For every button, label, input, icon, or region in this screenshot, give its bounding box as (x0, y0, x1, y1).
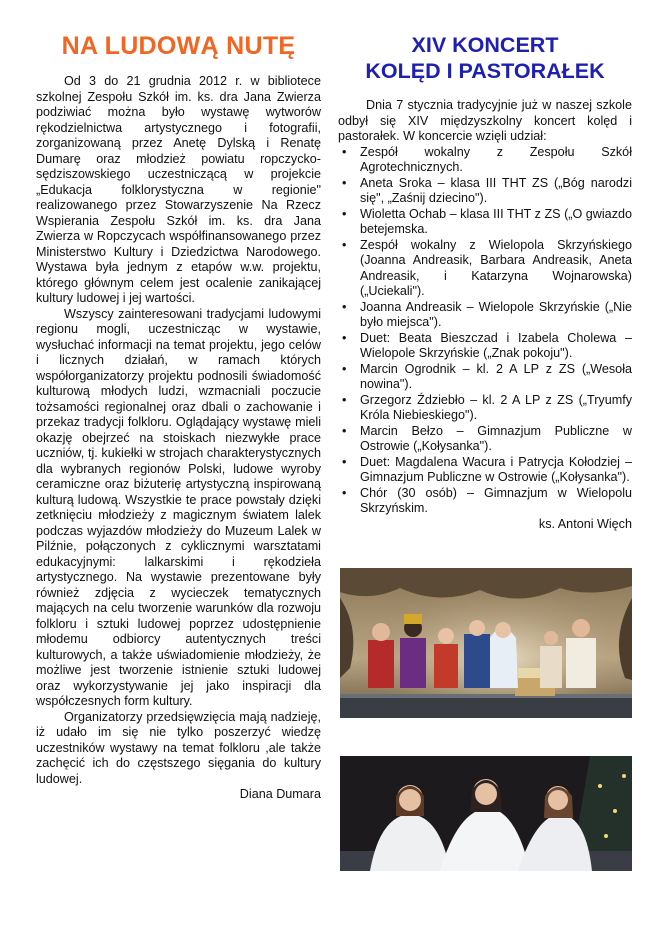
right-author: ks. Antoni Więch (538, 516, 632, 531)
list-item: • Grzegorz Ździebło – kl. 2 A LP z ZS („Tryumfy Króla Niebieskiego"). (338, 393, 632, 424)
right-title-line-1: XIV KONCERT (411, 33, 559, 57)
list-item: • Zespół wokalny z Wielopola Skrzyńskiego (Joanna Andreasik, Barbara Andreasik, Aneta Andreasik, i Katarzyna Wojnarowska) („Uciekali"). (338, 238, 632, 300)
left-author: Diana Dumara (239, 787, 321, 801)
nativity-scene-photo (340, 568, 632, 718)
right-article-title (338, 32, 632, 84)
left-article-body (36, 74, 321, 803)
list-item: • Chór (30 osób) – Gimnazjum w Wielopolu Skrzyńskim. (338, 486, 632, 517)
left-paragraph-1: Od 3 do 21 grudnia 2012 r. w bibliotece szkolnej Zespołu Szkół im. ks. dra Jana Zwierza podziwiać można było wystawę wytworów rękodzielnictwa artystycznego i fotografii, zorganizowaną przez Anetę Dylską i Renatę Dumarę oraz młodzież powiatu ropczycko-sędziszowskiego uczestniczącą w projekcie „Edukacja folklorystyczna w regionie" realizowanego przez Stowarzyszenie Na Rzecz Wspierania Zespołu Szkół im. ks. dra Jana Zwierza w Ropczycach współfinansowanego przez Ministerstwo Kultury i Dziedzictwa Narodowego. Wystawa była jednym z etapów w.w. projektu, którego głównym celem jest ocalenie zanikającej kultury ludowej i jej wartości. (36, 74, 321, 305)
list-item: • Duet: Magdalena Wacura i Patrycja Kołodziej – Gimnazjum Publiczne w Ostrowie („Kołysanka"). (338, 455, 632, 486)
list-item: • Zespół wokalny z Zespołu Szkół Agrotechnicznych. (338, 145, 632, 176)
right-column (338, 0, 632, 532)
right-article-body (338, 98, 632, 532)
list-item: • Joanna Andreasik – Wielopole Skrzyńskie („Nie było miejsca"). (338, 300, 632, 331)
left-paragraph-3: Organizatorzy przedsięwzięcia mają nadzieję, iż udało im się nie tylko poszerzyć wiedzę uczestników wystawy na temat folkloru ,ale także zachęcić ich do częstszego sięgania do kultury ludowej. (36, 709, 321, 786)
left-article-title: NA LUDOWĄ NUTĘ (61, 32, 296, 60)
angels-photo (340, 756, 632, 871)
left-paragraph-2: Wszyscy zainteresowani tradycjami ludowymi regionu mogli, uczestnicząc w wystawie, wysłuchać informacji na temat projektu, jego celów i licznych działań, w ramach których współorganizatorzy projektu podnosili świadomość kulturową młodych ludzi, wzmacniali poczucie tożsamości regionalnej oraz dbali o zachowanie i przekaz tradycji folkloru. Oglądający wystawę mieli okazję obejrzeć na stoiskach niezwykłe prace uczniów, tj. kukiełki w strojach charakterystycznych dla wybranych regionów Polski, ludowe wyroby ceramiczne oraz biżuterię artystyczną inspirowaną kulturą ludową. Wszystkie te prace powstały dzięki zetknięciu młodzieży z magicznym światem lalek podczas wyjazdów młodzieży do Muzeum Lalek w Pilźnie, połączonych z cyklicznymi warsztatami edukacyjnymi: lalkarskimi i rękodzieła artystycznego. Na wystawie prezentowane były również zdjęcia z wycieczek tematycznych mających na celu tworzenie warunków dla rozwoju folkloru i sztuki ludowej poprzez udostępnienie młodemu odbiorcy autentycznych treści kulturowych, a także uświadomienie młodzieży, że możliwe jest tworzenie istnienie sztuki ludowej oraz wykorzystywanie jej jako inspiracji dla współczesnych form kultury. (36, 306, 321, 708)
list-item: • Aneta Sroka – klasa III THT ZS („Bóg narodzi się", „Zaśnij dziecino"). (338, 176, 632, 207)
list-item: • Marcin Ogrodnik – kl. 2 A LP z ZS („Wesoła nowina"). (338, 362, 632, 393)
left-column (36, 0, 321, 803)
list-item: • Duet: Beata Bieszczad i Izabela Cholewa – Wielopole Skrzyńskie („Znak pokoju"). (338, 331, 632, 362)
list-item: • Wioletta Ochab – klasa III THT z ZS („O gwiazdo betejemska. (338, 207, 632, 238)
performer-list (338, 145, 632, 517)
right-intro: Dnia 7 stycznia tradycyjnie już w naszej szkole odbył się XIV międzyszkolny koncert kolęd i pastorałek. W koncercie wzięli udział: (338, 98, 632, 143)
list-item: • Marcin Bełzo – Gimnazjum Publiczne w Ostrowie („Kołysanka"). (338, 424, 632, 455)
right-title-line-2: KOLĘD I PASTORAŁEK (365, 59, 605, 83)
